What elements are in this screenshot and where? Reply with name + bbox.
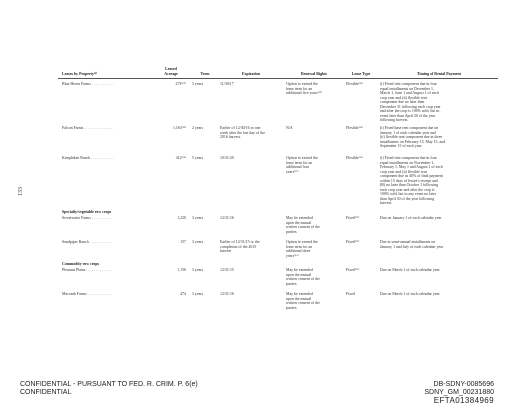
confidential-footer: [20, 381, 198, 397]
bates-number-db: DB-SDNY-0085696: [433, 381, 494, 388]
cell-renewal: May be extended upon the mutual written consent of the parties.: [286, 268, 320, 286]
table-row: [58, 240, 498, 262]
cell-property: Blue Heron Farms . . . . . . . . . . . .: [62, 82, 115, 86]
cell-property: Kimpleken Ranch . . . . . . . . . . . .: [62, 156, 114, 160]
cell-term: 3 years: [192, 82, 204, 86]
cell-timing: Due on March 1 of each calendar year.: [380, 292, 441, 296]
cell-renewal: Option to extend the lease term for an additional three years⁽¹⁶⁾: [286, 240, 318, 258]
bates-number-efta: EFTA01384969: [433, 396, 494, 405]
table-row: [58, 292, 498, 316]
header-property: Leases by Property⁽⁸⁾: [62, 71, 97, 76]
confidential-label: CONFIDENTIAL: [20, 389, 72, 396]
header-lease-type: Lease Type: [351, 71, 371, 76]
cell-lease-type: Fixed⁽¹⁵⁾: [346, 268, 360, 272]
cell-lease-type: Fixed⁽¹⁵⁾: [346, 216, 360, 220]
cell-property: Macomb Farms . . . . . . . . . . . . .: [62, 292, 112, 296]
cell-term: 5 years: [192, 156, 204, 160]
table-header: [58, 60, 498, 79]
cell-property: Pleasant Plains . . . . . . . . . . . . .: [62, 268, 111, 272]
cell-renewal: May be extended upon the mutual written consent of the parties.: [286, 216, 320, 234]
cell-expiration: 12/31/15: [220, 268, 234, 272]
header-renewal: Renewal Rights: [300, 71, 328, 76]
cell-expiration: Earlier of 12/31/15 or the completion of the 2015 harvest: [220, 240, 260, 253]
cell-expiration: 12/31/16: [220, 216, 234, 220]
confidential-notice: CONFIDENTIAL - PURSUANT TO FED. R. CRIM. P. 6(e): [20, 381, 198, 388]
cell-acreage: 1,220: [177, 216, 186, 220]
cell-timing: (i) Fixed rent component due in four equal installments on November 1, February 1, May 1 and August 1 of each crop year and (ii) flexible rent component due as 40% of final payment within 15 days of lessee's receipt and (B) no later than October 1 following each crop year and after the crop is 100% sold, but in any event no later than April 30 of the year following harvest.: [380, 156, 443, 205]
cell-renewal: Option to extend the lease term for an additional five years⁽¹¹⁾: [286, 82, 323, 95]
cell-lease-type: Flexible⁽¹²⁾: [346, 126, 363, 130]
cell-term: 3 years: [192, 216, 204, 220]
cell-timing: (i) Fixed base rent component due on January 1 of each calendar year and (ii) flexible rent component due in three installments on February 15, May 15, and September 15 of each year.: [380, 126, 446, 148]
cell-timing: Due in semi-annual installments on January 1 and July of each calendar year: [380, 240, 444, 249]
table-row: [58, 82, 498, 126]
cell-lease-type: Fixed⁽¹⁵⁾: [346, 240, 360, 244]
cell-acreage: 412⁽¹⁴⁾: [175, 156, 186, 160]
cell-lease-type: Fixed: [346, 292, 355, 296]
cell-timing: Due on January 1 of each calendar year: [380, 216, 442, 220]
cell-term: 2 years: [192, 126, 204, 130]
section-heading-specialty: Specialty/vegetable row crops: [62, 210, 112, 214]
section-heading-commodity: Commodity row crops: [62, 262, 100, 266]
cell-acreage: 157: [180, 240, 186, 244]
leases-table: [58, 60, 498, 316]
bates-number-sdny: SDNY_GM_00231880: [424, 389, 494, 396]
table-row: [58, 156, 498, 210]
cell-renewal: May be extended upon the mutual written consent of the parties.: [286, 292, 320, 310]
cell-term: 3 years: [192, 240, 204, 244]
cell-expiration: 10/31/20: [220, 156, 234, 160]
cell-term: 3 years: [192, 268, 204, 272]
cell-property: Sweetwater Farms . . . . . . . . . . .: [62, 216, 113, 220]
table-row: [58, 268, 498, 292]
cell-lease-type: Flexible⁽¹²⁾: [346, 82, 363, 86]
cell-term: 3 years: [192, 292, 204, 296]
bates-stamp: [424, 381, 494, 405]
cell-renewal: Option to extend the lease term for an additional four years⁽¹¹⁾: [286, 156, 318, 174]
cell-property: Sandpiper Ranch . . . . . . . . . . . .: [62, 240, 113, 244]
header-acreage: Leased Acreage: [164, 67, 178, 76]
table-row: [58, 126, 498, 156]
cell-lease-type: Flexible⁽¹²⁾: [346, 156, 363, 160]
cell-acreage: 1,156: [177, 268, 186, 272]
cell-acreage: 474: [180, 292, 186, 296]
cell-timing: (i) Fixed rent component due in four equal installments on December 1, March 1, June 1 and August 1 of each crop year and (ii) flexible rent component due no later than December 31 following each crop year and after the crop is 100% sold, but in event later than April 30 of the year following harvest.: [380, 82, 441, 122]
table-row: [58, 216, 498, 240]
header-term: Term: [200, 71, 210, 76]
cell-expiration: 12/31/16: [220, 292, 234, 296]
page-number: 133: [18, 187, 24, 196]
header-timing: Timing of Rental Payment: [417, 71, 461, 76]
cell-renewal: N/A: [286, 126, 293, 130]
header-expiration: Expiration: [242, 71, 260, 76]
cell-acreage: 1,163⁽¹³⁾: [173, 126, 186, 130]
cell-acreage: 273⁽¹⁰⁾: [175, 82, 186, 86]
cell-expiration: Earlier of 12/30/16 or one week after the last day of the 2016 harvest.: [220, 126, 265, 139]
cell-timing: Due on March 1 of each calendar year.: [380, 268, 441, 272]
cell-property: Falcon Farms . . . . . . . . . . . . . . .: [62, 126, 113, 130]
cell-expiration: 11/30/17: [220, 82, 234, 86]
